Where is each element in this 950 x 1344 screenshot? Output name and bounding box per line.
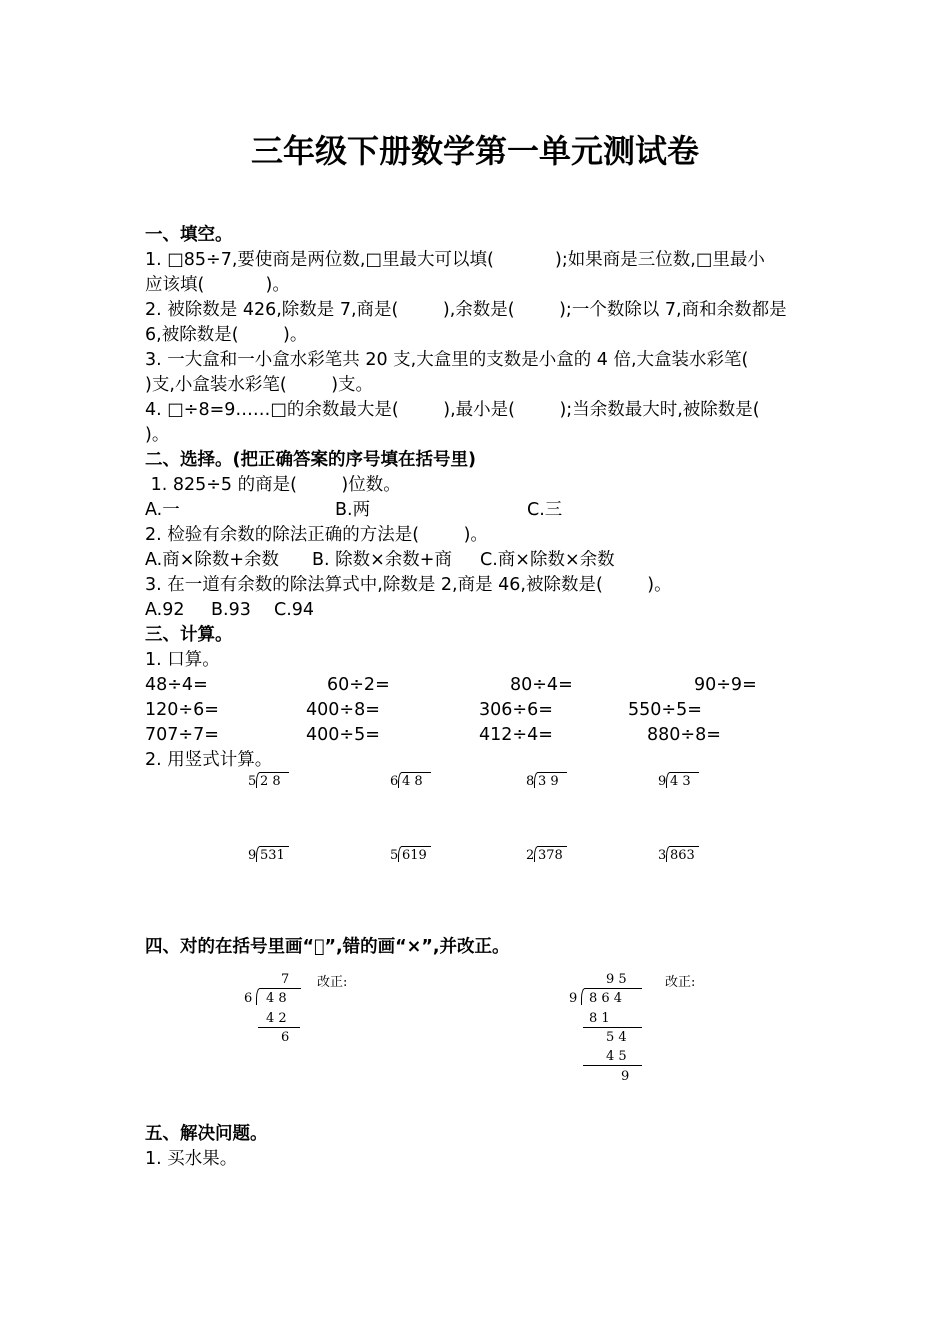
division-divisor: 8: [526, 774, 535, 789]
section1-heading: 一、填空。: [145, 225, 233, 245]
division-dividend: 4 8: [266, 991, 287, 1006]
correction-label: 改正:: [317, 975, 348, 990]
fill-line: 应该填( )。: [145, 275, 290, 295]
choice-question: 1. 825÷5 的商是( )位数。: [145, 475, 401, 495]
division-product: 4 2: [266, 1011, 287, 1026]
division-step: 8 1: [589, 1011, 610, 1026]
oral-item: 400÷8=: [306, 700, 380, 720]
vertical-calc-label: 2. 用竖式计算。: [145, 750, 273, 770]
division-dividend: 4 3: [670, 774, 691, 789]
division-divisor: 9: [658, 774, 667, 789]
section3-heading: 三、计算。: [145, 625, 233, 645]
choice-option: C.三: [527, 500, 563, 520]
division-dividend: 3 9: [538, 774, 559, 789]
fill-line: 1. □85÷7,要使商是两位数,□里最大可以填( );如果商是三位数,□里最小: [145, 250, 765, 270]
choice-option: A.一: [145, 500, 180, 520]
division-rule: [583, 1027, 642, 1028]
division-dividend: 619: [402, 848, 427, 863]
oral-item: 90÷9=: [694, 675, 757, 695]
oral-item: 60÷2=: [327, 675, 390, 695]
division-divisor: 6: [244, 991, 253, 1006]
division-remainder: 9: [621, 1069, 630, 1084]
fill-line: 3. 一大盒和一小盒水彩笔共 20 支,大盒里的支数是小盒的 4 倍,大盒装水彩笔(: [145, 350, 749, 370]
fill-line: )。: [145, 425, 170, 445]
fill-line: )支,小盒装水彩笔( )支。: [145, 375, 374, 395]
choice-question: 2. 检验有余数的除法正确的方法是( )。: [145, 525, 488, 545]
oral-item: 48÷4=: [145, 675, 208, 695]
division-divisor: 5: [390, 848, 399, 863]
oral-item: 880÷8=: [647, 725, 721, 745]
section2-heading: 二、选择。(把正确答案的序号填在括号里): [145, 450, 476, 470]
problem-question: 1. 买水果。: [145, 1149, 238, 1169]
oral-calc-label: 1. 口算。: [145, 650, 220, 670]
oral-item: 120÷6=: [145, 700, 219, 720]
division-step: 4 5: [606, 1049, 627, 1064]
division-dividend: 4 8: [402, 774, 423, 789]
choice-option: A.92: [145, 600, 185, 620]
section5-heading: 五、解决问题。: [145, 1124, 268, 1144]
oral-item: 707÷7=: [145, 725, 219, 745]
division-rule: [583, 1065, 642, 1066]
oral-item: 306÷6=: [479, 700, 553, 720]
choice-option: C.94: [274, 600, 315, 620]
oral-item: 400÷5=: [306, 725, 380, 745]
oral-item: 412÷4=: [479, 725, 553, 745]
choice-option: B.两: [335, 500, 371, 520]
fill-line: 6,被除数是( )。: [145, 325, 308, 345]
division-dividend: 531: [260, 848, 285, 863]
fill-line: 4. □÷8=9……□的余数最大是( ),最小是( );当余数最大时,被除数是(: [145, 400, 760, 420]
division-quotient: 7: [281, 972, 290, 987]
section4-heading: 四、对的在括号里画“ ”,错的画“×”,并改正。: [145, 937, 510, 957]
page-title: 三年级下册数学第一单元测试卷: [250, 132, 699, 170]
oral-item: 550÷5=: [628, 700, 702, 720]
oral-item: 80÷4=: [510, 675, 573, 695]
division-divisor: 3: [658, 848, 667, 863]
choice-option: A.商×除数+余数: [145, 550, 280, 570]
division-quotient: 9 5: [606, 972, 627, 987]
division-dividend: 8 6 4: [589, 991, 623, 1006]
division-dividend: 863: [670, 848, 695, 863]
choice-option: B.93: [211, 600, 251, 620]
division-divisor: 9: [569, 991, 578, 1006]
division-divisor: 5: [248, 774, 257, 789]
division-divisor: 6: [390, 774, 399, 789]
fill-line: 2. 被除数是 426,除数是 7,商是( ),余数是( );一个数除以 7,商和余数都是: [145, 300, 787, 320]
division-dividend: 378: [538, 848, 563, 863]
choice-option: B. 除数×余数+商: [312, 550, 452, 570]
division-divisor: 9: [248, 848, 257, 863]
correction-label: 改正:: [665, 975, 696, 990]
division-dividend: 2 8: [260, 774, 281, 789]
division-divisor: 2: [526, 848, 535, 863]
division-remainder: 6: [281, 1030, 290, 1045]
division-rule: [258, 1027, 300, 1028]
choice-question: 3. 在一道有余数的除法算式中,除数是 2,商是 46,被除数是( )。: [145, 575, 672, 595]
choice-option: C.商×除数×余数: [480, 550, 615, 570]
division-step: 5 4: [606, 1030, 627, 1045]
